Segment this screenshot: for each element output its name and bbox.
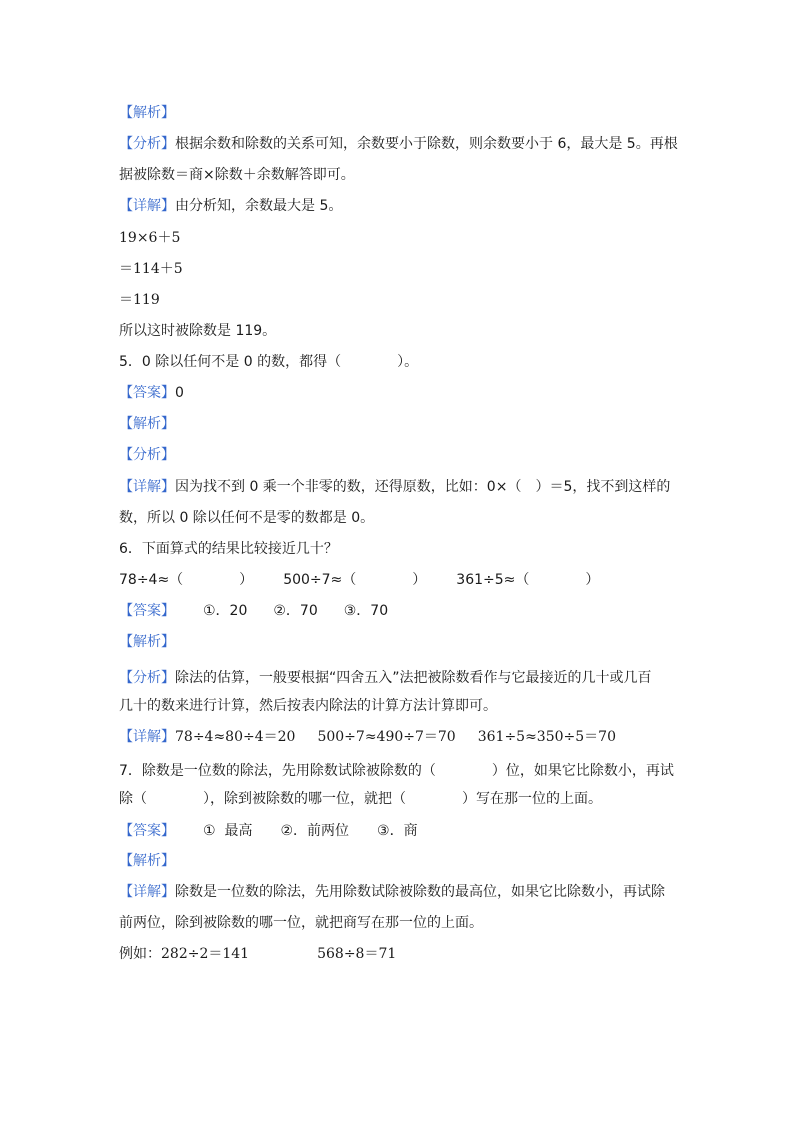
fenxi-line bbox=[119, 135, 678, 153]
answer-1: ① 最高 bbox=[203, 823, 253, 839]
fenxi-tag: 【分析】 bbox=[119, 670, 175, 686]
xiangjie-text: 除数是一位数的除法，先用除数试除被除数的最高位，如果它比除数小，再试除 bbox=[175, 884, 665, 900]
jiexi-heading bbox=[119, 104, 175, 122]
jiexi-heading bbox=[119, 633, 175, 651]
xiangjie-line bbox=[119, 478, 670, 496]
example-label: 例如： bbox=[119, 946, 161, 962]
example-2: 568÷8＝71 bbox=[317, 946, 397, 962]
fenxi-continuation: 据被除数＝商×除数＋余数解答即可。 bbox=[119, 167, 355, 183]
jiexi-tag: 【解析】 bbox=[119, 853, 175, 869]
answer-2: ②．70 bbox=[273, 603, 318, 619]
question-5: 5．0 除以任何不是 0 的数，都得（ ）。 bbox=[119, 354, 419, 370]
calc-step-3: ＝119 bbox=[119, 292, 160, 308]
jiexi-tag: 【解析】 bbox=[119, 634, 175, 650]
answer-line bbox=[119, 384, 184, 402]
xiangjie-tag: 【详解】 bbox=[119, 729, 175, 745]
answer-1: ①．20 bbox=[203, 603, 248, 619]
conclusion-text: 所以这时被除数是 119。 bbox=[119, 323, 277, 339]
daan-tag: 【答案】 bbox=[119, 385, 175, 401]
fenxi-tag: 【分析】 bbox=[119, 447, 175, 463]
expression-2: 500÷7≈（ ） bbox=[283, 572, 427, 588]
fenxi-heading bbox=[119, 446, 175, 464]
xiangjie-line bbox=[119, 883, 665, 901]
xiangjie-continuation: 数，所以 0 除以任何不是零的数都是 0。 bbox=[119, 510, 375, 526]
xiangjie-text: 因为找不到 0 乘一个非零的数，还得原数，比如：0×（ ）＝5，找不到这样的 bbox=[175, 479, 671, 495]
xiangjie-tag: 【详解】 bbox=[119, 479, 175, 495]
xiangjie-tag: 【详解】 bbox=[119, 198, 175, 214]
example-1: 282÷2＝141 bbox=[161, 946, 250, 962]
expression-row bbox=[119, 571, 599, 589]
question-7-continuation: 除（ ），除到被除数的哪一位，就把（ ）写在那一位的上面。 bbox=[119, 791, 602, 807]
example-line bbox=[119, 945, 396, 963]
xiangjie-calc-2: 500÷7≈490÷7＝70 bbox=[317, 729, 456, 745]
expression-1: 78÷4≈（ ） bbox=[119, 572, 254, 588]
xiangjie-line bbox=[119, 197, 342, 215]
expression-3: 361÷5≈（ ） bbox=[456, 572, 600, 588]
fenxi-tag: 【分析】 bbox=[119, 136, 175, 152]
xiangjie-calc-1: 78÷4≈80÷4＝20 bbox=[175, 729, 296, 745]
answer-line bbox=[119, 602, 388, 620]
xiangjie-text: 由分析知，余数最大是 5。 bbox=[175, 198, 343, 214]
jiexi-heading bbox=[119, 852, 175, 870]
xiangjie-calc-3: 361÷5≈350÷5＝70 bbox=[477, 729, 616, 745]
answer-line bbox=[119, 822, 418, 840]
xiangjie-continuation: 前两位，除到被除数的哪一位，就把商写在那一位的上面。 bbox=[119, 915, 483, 931]
fenxi-line bbox=[119, 669, 652, 687]
fenxi-continuation: 几十的数来进行计算，然后按表内除法的计算方法计算即可。 bbox=[119, 698, 497, 714]
answer-3: ③．70 bbox=[343, 603, 389, 619]
calc-step-1: 19×6＋5 bbox=[119, 230, 181, 246]
jiexi-tag: 【解析】 bbox=[119, 105, 175, 121]
fenxi-text: 根据余数和除数的关系可知，余数要小于除数，则余数要小于 6，最大是 5。再根 bbox=[175, 136, 678, 152]
answer-3: ③．商 bbox=[377, 823, 418, 839]
question-6: 6．下面算式的结果比较接近几十？ bbox=[119, 541, 338, 557]
daan-tag: 【答案】 bbox=[119, 823, 175, 839]
daan-tag: 【答案】 bbox=[119, 603, 175, 619]
jiexi-heading bbox=[119, 415, 175, 433]
calc-step-2: ＝114＋5 bbox=[119, 261, 183, 277]
fenxi-text: 除法的估算，一般要根据“四舍五入”法把被除数看作与它最接近的几十或几百 bbox=[175, 670, 652, 686]
jiexi-tag: 【解析】 bbox=[119, 416, 175, 432]
answer-value: 0 bbox=[175, 385, 184, 401]
xiangjie-tag: 【详解】 bbox=[119, 884, 175, 900]
xiangjie-line bbox=[119, 728, 616, 746]
answer-2: ②．前两位 bbox=[280, 823, 350, 839]
question-7: 7．除数是一位数的除法，先用除数试除被除数的（ ）位，如果它比除数小，再试 bbox=[119, 763, 674, 779]
